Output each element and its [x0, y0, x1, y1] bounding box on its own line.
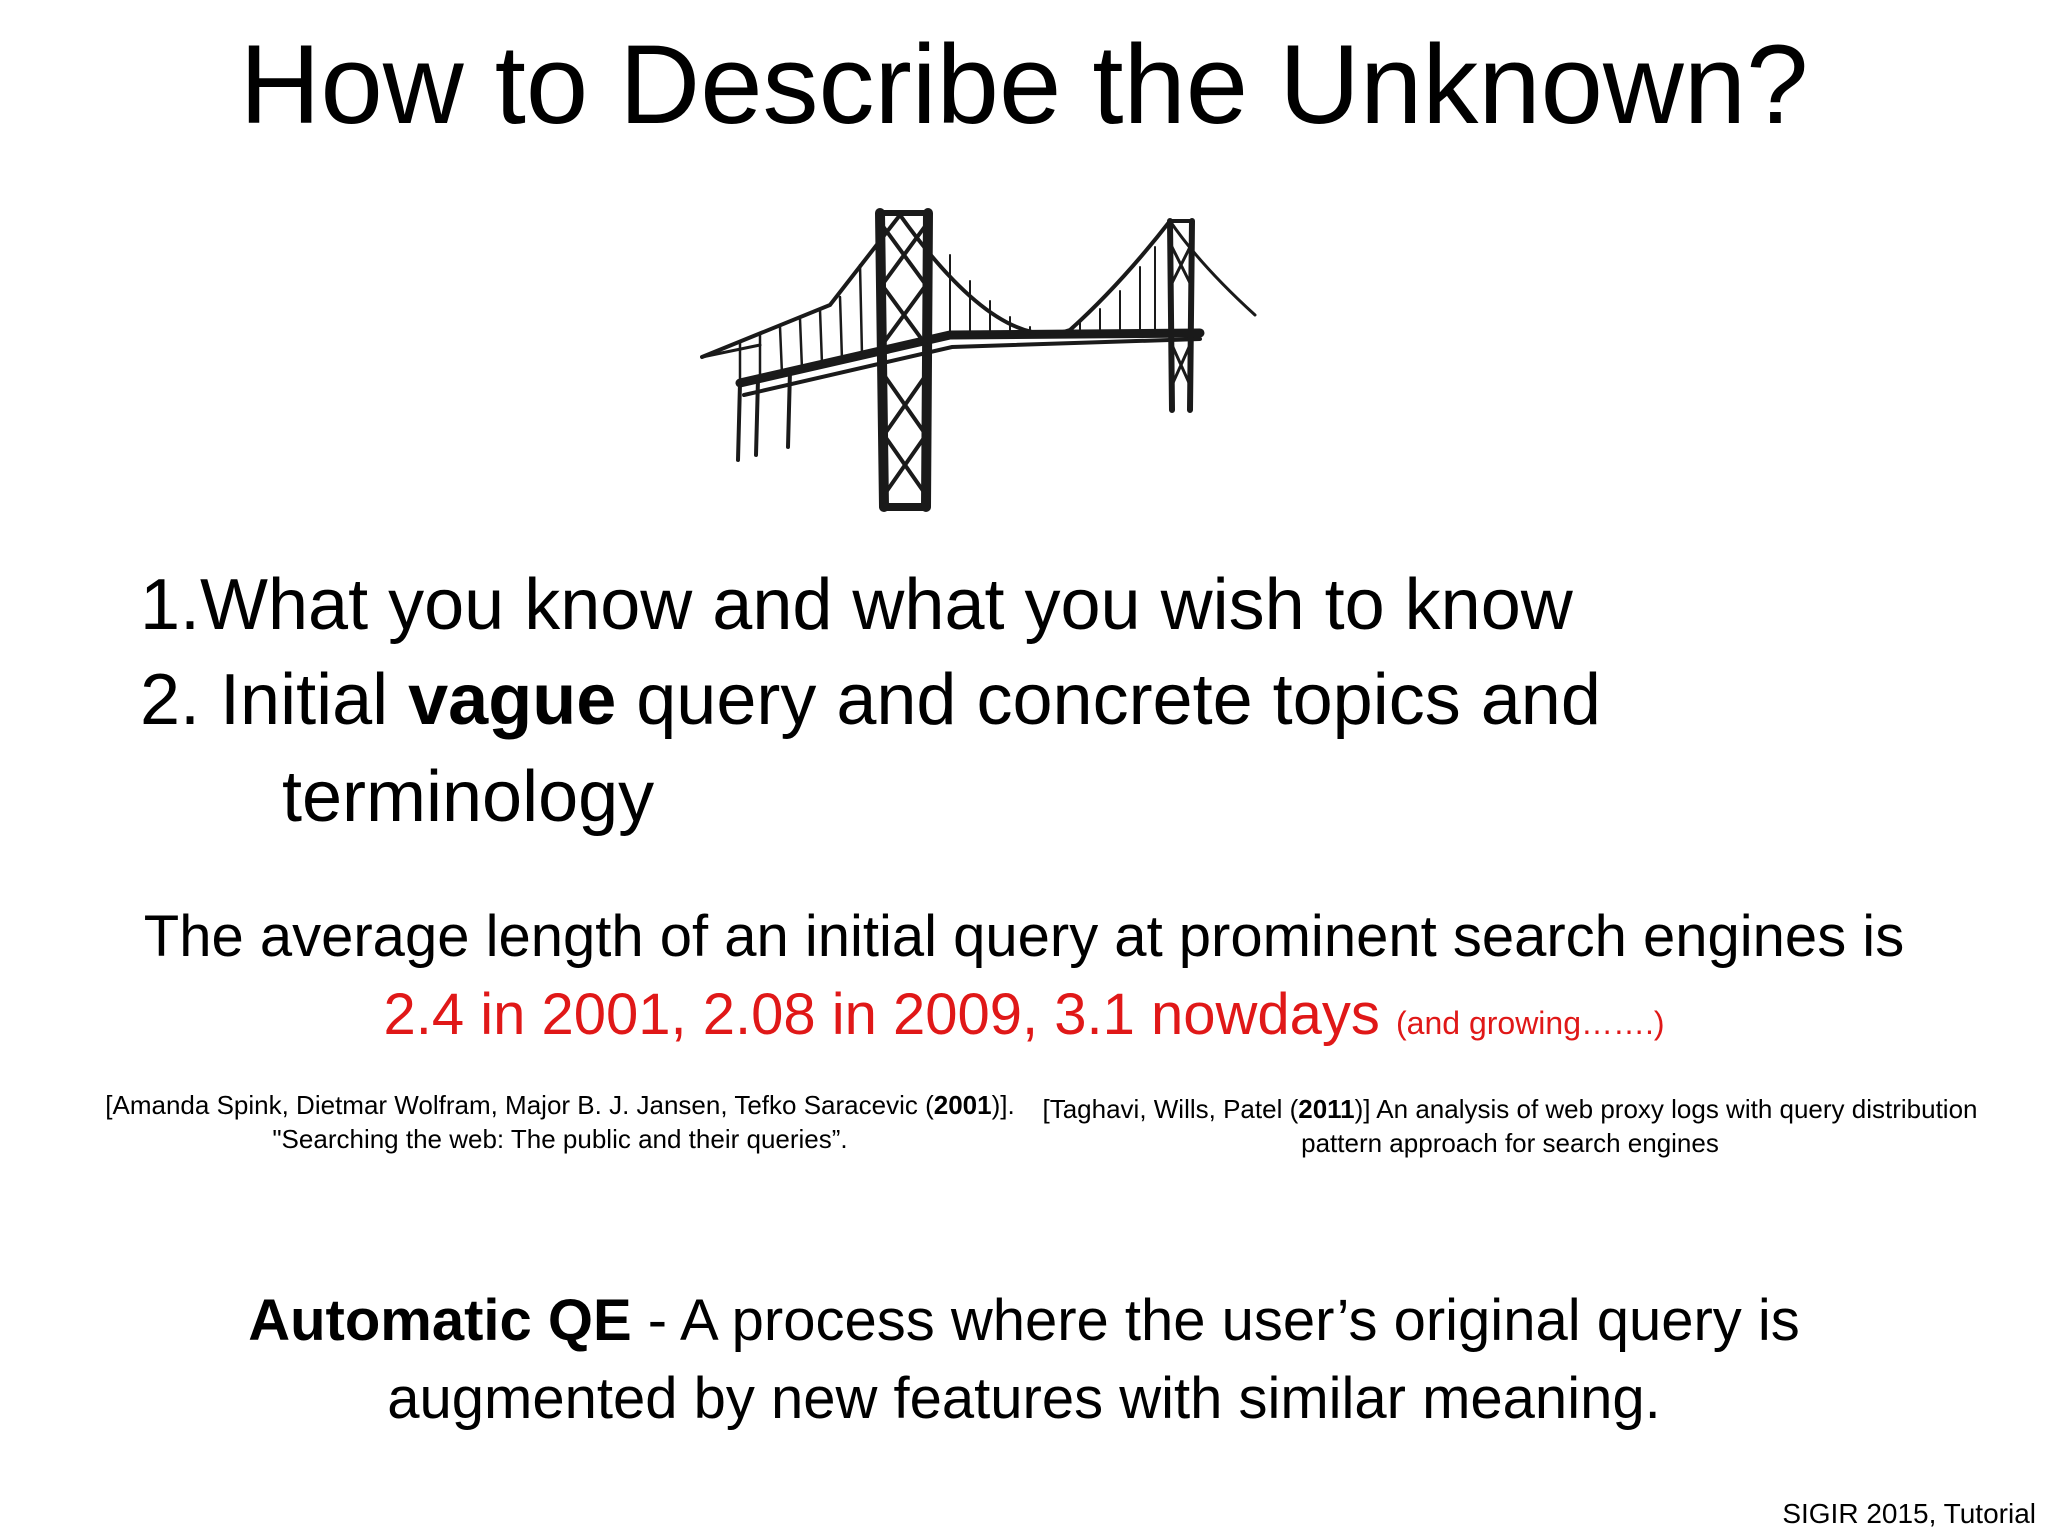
citation-left-line1 [60, 1088, 1060, 1122]
citation-right-line1 [1030, 1092, 1990, 1126]
citation-left-line2: "Searching the web: The public and their queries”. [272, 1124, 848, 1154]
bridge-icon [700, 205, 1260, 515]
point-2-bold: vague [408, 660, 617, 740]
footer-label: SIGIR 2015, Tutorial [1782, 1498, 2036, 1529]
definition [0, 1282, 2048, 1438]
point-1-prefix: 1. [140, 565, 201, 645]
slide-title: How to Describe the Unknown? [239, 22, 1809, 147]
definition-line2: augmented by new features with similar meaning. [387, 1366, 1661, 1431]
point-2-rest: query and concrete topics and [616, 660, 1601, 740]
definition-line1 [0, 1282, 2048, 1360]
citation-right-year: 2011 [1298, 1094, 1355, 1124]
point-2 [140, 655, 1601, 745]
point-1 [140, 560, 1573, 650]
point-1-text: What you know and what you wish to know [200, 565, 1573, 645]
point-2-prefix: 2. Initial [140, 660, 409, 740]
citation-left [60, 1088, 1060, 1156]
stat-values: 2.4 in 2001, 2.08 in 2009, 3.1 nowdays [383, 982, 1380, 1047]
definition-line1-rest: - A process where the user’s original query is [631, 1288, 1800, 1353]
stat-line-2 [0, 978, 2048, 1060]
citation-left-year: 2001 [933, 1090, 992, 1120]
citation-left-before: [Amanda Spink, Dietmar Wolfram, Major B. J. Jansen, Tefko Saracevic ( [105, 1090, 934, 1120]
definition-term: Automatic QE [248, 1288, 632, 1353]
citation-left-after: )]. [991, 1090, 1015, 1120]
citation-right-before: [Taghavi, Wills, Patel ( [1042, 1094, 1299, 1124]
citation-right-after: )] An analysis of web proxy logs with query distribution [1354, 1094, 1978, 1124]
point-2-continuation: terminology [282, 757, 655, 837]
citation-right [1030, 1092, 1990, 1160]
citation-right-line2: pattern approach for search engines [1301, 1128, 1719, 1158]
stat-note: (and growing…….) [1396, 1005, 1665, 1041]
stat-line-1: The average length of an initial query at prominent search engines is [143, 904, 1905, 969]
